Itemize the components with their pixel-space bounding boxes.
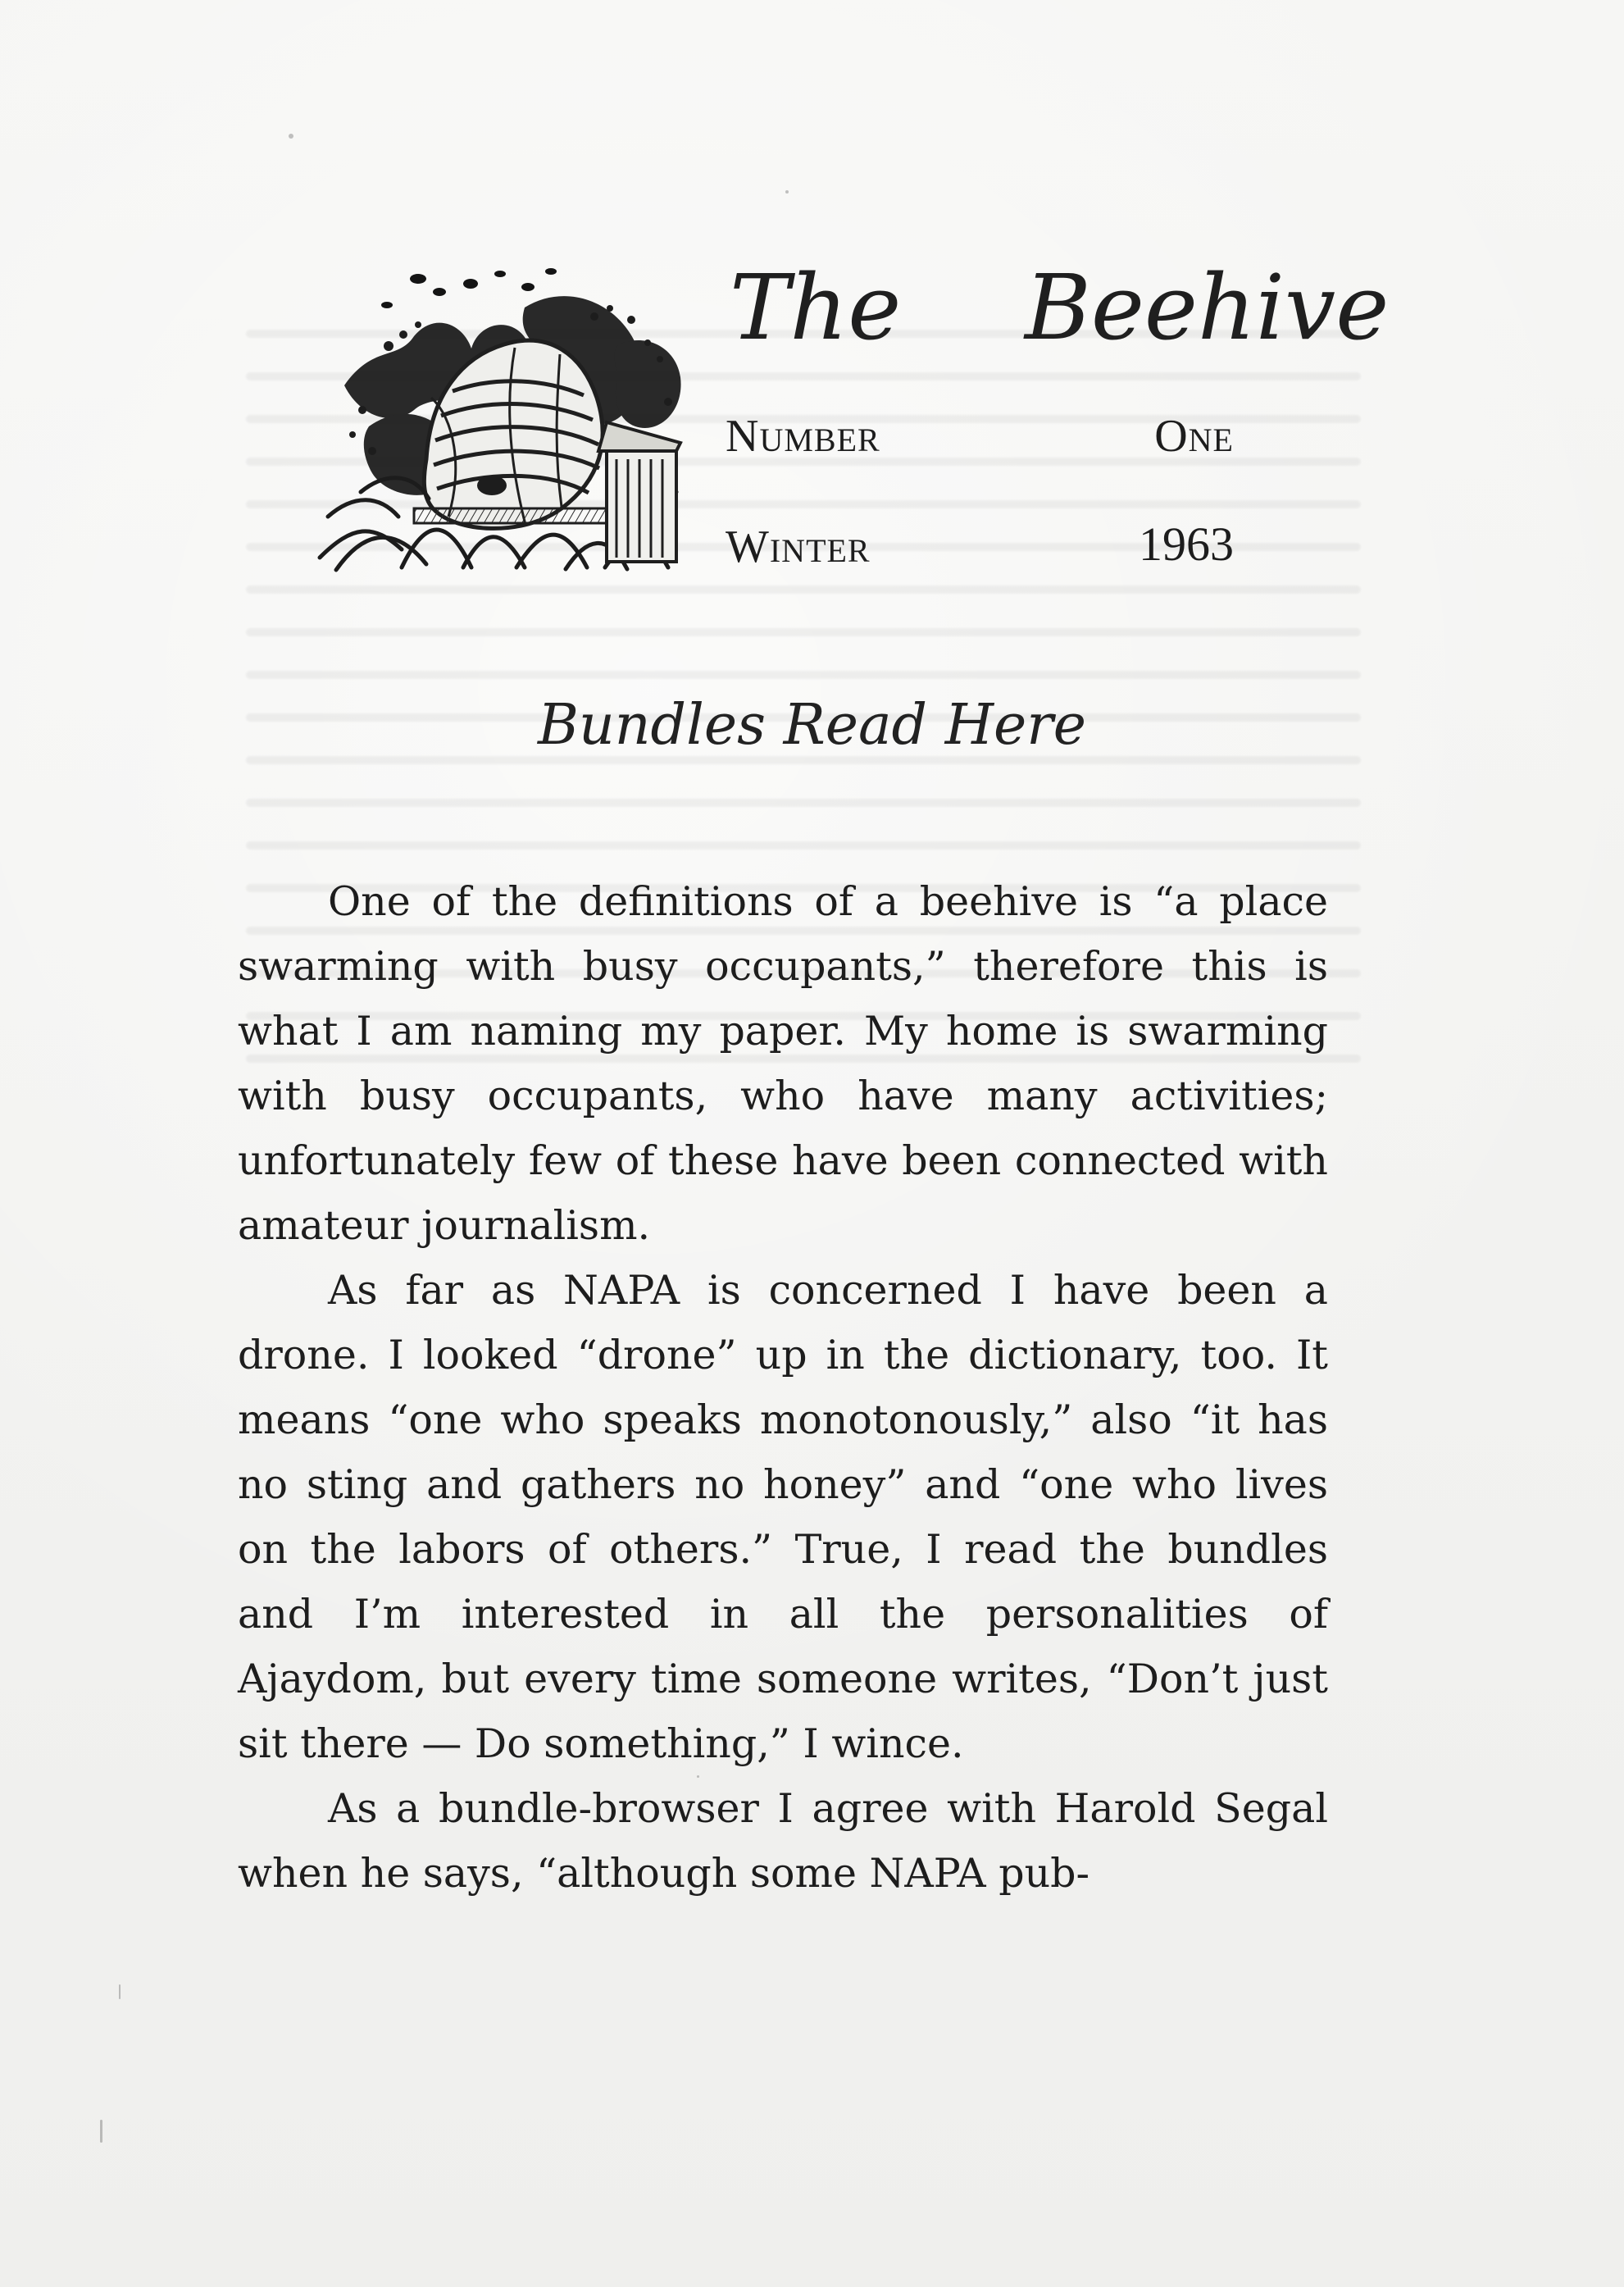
paper-speck [289, 134, 293, 139]
paper-speck [119, 1984, 121, 1999]
title-word-the: The [730, 255, 902, 360]
season-label [726, 521, 871, 573]
season-rest: INTER [769, 532, 871, 569]
issue-year: 1963 [1139, 517, 1234, 571]
number-label-rest: UMBER [759, 421, 880, 458]
showthrough-line [246, 628, 1361, 636]
number-label-initial: N [726, 411, 760, 462]
article-paragraph-3: As a bundle-browser I agree with Harold Segal when he says, “although some NAPA pub- [238, 1785, 1328, 1897]
season-initial: W [726, 522, 770, 572]
article-body [238, 869, 1328, 1906]
article-paragraph-2: As far as NAPA is concerned I have been a drone. I looked “drone” up in the dictionary, too. It means “one who speaks monotonously,” also “it has no sting and gathers no honey” and “one who lives on the labors of others.” True, I read the bundles and I’m interested in all the personalities of Ajaydom, but every time someone writes, “Don’t just sit there — Do something,” I wince. [238, 1267, 1328, 1767]
publication-title [730, 255, 1390, 369]
beehive-illustration-icon [295, 246, 705, 590]
number-label [726, 410, 880, 462]
number-value [1154, 410, 1234, 462]
number-value-initial: O [1154, 411, 1189, 462]
showthrough-line [246, 799, 1361, 807]
issue-number-row [726, 410, 1234, 484]
article-title: Bundles Read Here [537, 693, 1086, 758]
masthead [295, 246, 1390, 590]
article-paragraph-1: One of the definitions of a beehive is “a place swarming with busy occupants,” therefore this is what I am naming my paper. My home is swarming with busy occupants, who have many activities; unfortunately few of these have been connected with amateur journalism. [238, 878, 1328, 1249]
paper-speck [785, 190, 789, 194]
showthrough-line [246, 671, 1361, 679]
number-value-rest: NE [1188, 421, 1234, 458]
showthrough-line [246, 841, 1361, 850]
paper-speck [100, 2120, 102, 2143]
season-year-row [726, 517, 1234, 595]
title-word-beehive: Beehive [1025, 255, 1390, 360]
